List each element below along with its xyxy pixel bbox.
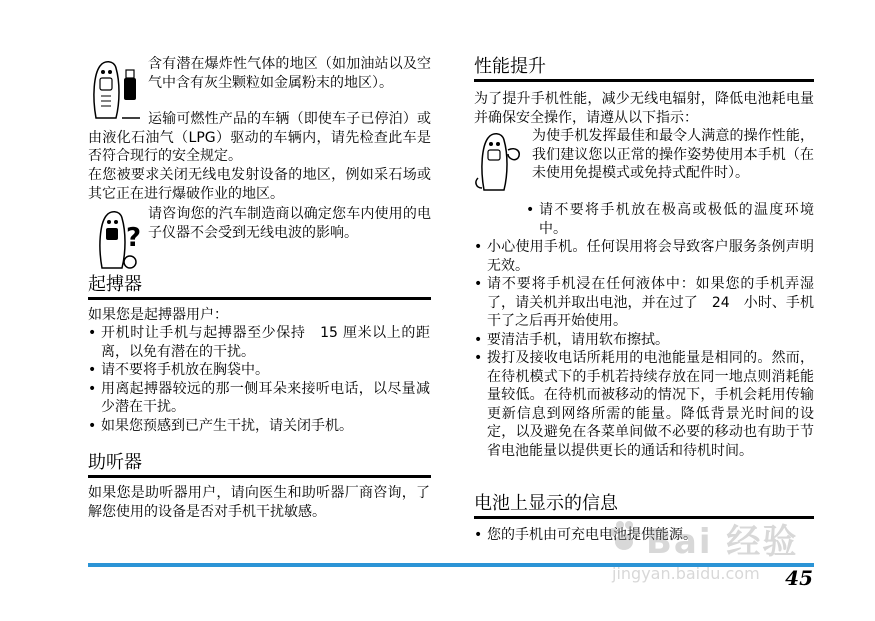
phone-ok-gesture-icon xyxy=(474,128,530,192)
svg-text:?: ? xyxy=(126,223,142,253)
car-electronics-text: 请咨询您的汽车制造商以确定您车内使用的电子仪器不会受到无线电波的影响。 xyxy=(148,206,431,241)
list-item: • 请不要将手机放在极高或极低的温度环境中。 xyxy=(526,201,814,238)
list-item: • 用离起搏器较远的那一侧耳朵来接听电话，以尽量减少潜在干扰。 xyxy=(88,380,430,417)
list-item: • 请不要将手机放在胸袋中。 xyxy=(88,361,430,380)
section-title-pacemaker: 起搏器 xyxy=(88,274,431,300)
section-title-battery-info: 电池上显示的信息 xyxy=(474,493,814,519)
vehicle-text: 运输可燃性产品的车辆（即使车子已停泊）或由液化石油气（LPG）驱动的车辆内，请先检查此车是否符合现行的安全规定。 xyxy=(88,111,431,164)
list-item: • 开机时让手机与起搏器至少保持 15 厘米以上的距离，以免有潜在的干扰。 xyxy=(88,324,430,361)
battery-list xyxy=(474,526,814,545)
pacemaker-lead: 如果您是起搏器用户： xyxy=(88,307,228,323)
performance-lead: 为了提升手机性能，减少无线电辐射，降低电池耗电量并确保安全操作，请遵从以下指示： xyxy=(474,91,814,126)
page-number: 45 xyxy=(785,566,813,590)
pacemaker-list xyxy=(88,324,430,435)
list-item: • 要清洁手机，请用软布擦拭。 xyxy=(474,331,814,350)
section-title-performance: 性能提升 xyxy=(474,56,814,82)
list-item: • 请不要将手机浸在任何液体中：如果您的手机弄湿了，请关机并取出电池，并在过了 24 小时、手机干了之后再开始使用。 xyxy=(474,275,814,331)
section-title-hearing-aid: 助听器 xyxy=(88,452,431,478)
explosive-area-text: 含有潜在爆炸性气体的地区（如加油站以及空气中含有灰尘颗粒如金属粉末的地区）。 xyxy=(148,56,431,91)
performance-list xyxy=(474,201,814,460)
phone-question-icon xyxy=(92,206,148,270)
watermark-text: Bai 经验 xyxy=(646,522,799,562)
list-item: • 拨打及接收电话所耗用的电池能量是相同的。然而，在待机模式下的手机若持续存放在同一地点则消耗能量较低。在待机而被移动的情况下，手机会耗用传输更新信息到网络所需的能量。降低背景光时间的设定，以及避免在各菜单间做不必要的移动也有助于节省电池能量以提供更长的通话和待机时间。 xyxy=(474,349,814,460)
blasting-area-text: 在您被要求关闭无线电发射设备的地区，例如采石场或其它正在进行爆破作业的地区。 xyxy=(88,167,431,202)
hearing-aid-text: 如果您是助听器用户，请向医生和助听器厂商咨询，了解您使用的设备是否对手机干扰敏感。 xyxy=(88,485,430,520)
list-item: • 如果您预感到已产生干扰，请关闭手机。 xyxy=(88,417,430,436)
watermark-url: jingyan.baidu.com xyxy=(612,564,760,583)
performance-icon-text: 为使手机发挥最佳和最令人满意的操作性能，我们建议您以正常的操作姿势使用本手机（在未使用免提模式或免持式配件时）。 xyxy=(532,128,814,181)
footer-rule xyxy=(88,563,814,567)
list-item: • 您的手机由可充电电池提供能源。 xyxy=(474,526,814,545)
list-item: • 小心使用手机。任何误用将会导致客户服务条例声明无效。 xyxy=(474,238,814,275)
